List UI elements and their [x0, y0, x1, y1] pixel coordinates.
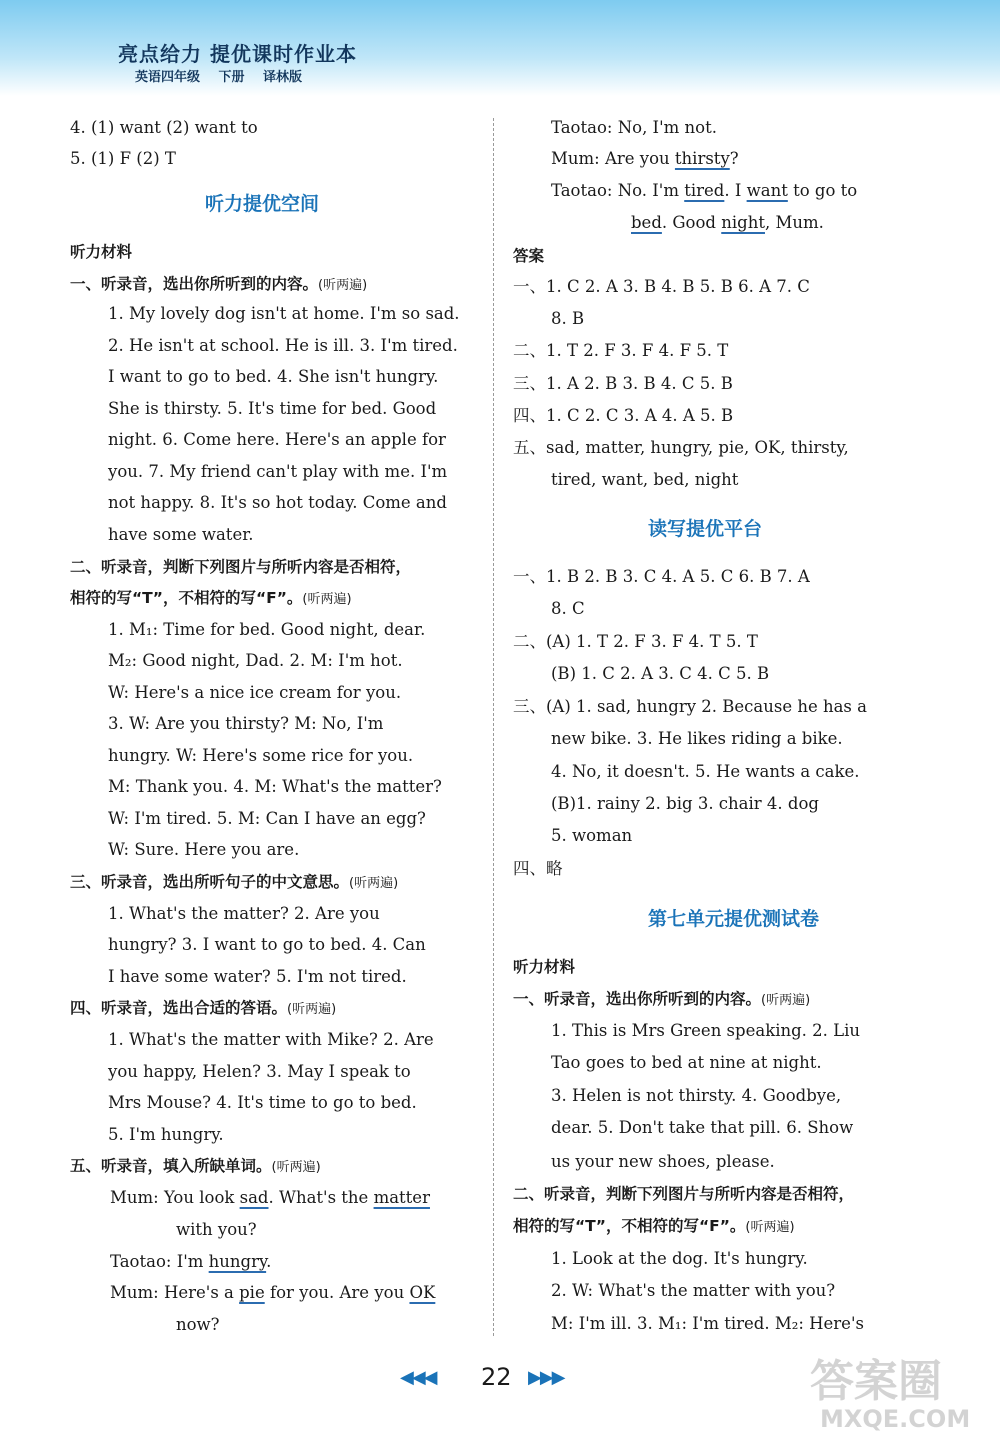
text-line: [108, 365, 438, 389]
line-text: W: Sure. Here you are.: [108, 840, 300, 859]
text-line: [108, 933, 426, 957]
text-line: [551, 147, 739, 171]
line-text: 三、(A) 1. sad, hungry 2. Because he has a: [513, 697, 867, 716]
line-text: 1. What's the matter with Mike? 2. Are: [108, 1030, 434, 1049]
line-text: you. 7. My friend can't play with me. I'm: [108, 462, 448, 481]
text-line: [108, 712, 383, 736]
line-text: , Mum.: [764, 213, 824, 232]
blank-answer: bed: [631, 213, 662, 232]
line-text: . Good: [661, 213, 722, 232]
line-text: Taotao: No. I'm: [551, 181, 685, 200]
header-subtitle: 英语四年级 下册 译林版: [135, 70, 303, 85]
line-text: you happy, Helen? 3. May I speak to: [108, 1062, 411, 1081]
text-line: [108, 681, 401, 705]
line-text: M: Thank you. 4. M: What's the matter?: [108, 777, 442, 796]
line-text: 1. This is Mrs Green speaking. 2. Liu: [551, 1021, 860, 1040]
line-text: Taotao: No, I'm not.: [551, 118, 717, 137]
text-line: [176, 1313, 220, 1337]
line-text: W: Here's a nice ice cream for you.: [108, 683, 402, 702]
page-header: [0, 0, 1000, 96]
question-heading: [513, 1182, 854, 1206]
text-line: [108, 902, 380, 926]
text-line: [110, 1186, 430, 1210]
line-text: 2. He isn't at school. He is ill. 3. I'm tired.: [108, 336, 458, 355]
text-line: [108, 965, 407, 989]
line-text: W: I'm tired. 5. M: Can I have an egg?: [108, 809, 426, 828]
line-text: 5. (1) F (2) T: [70, 149, 176, 168]
repeat-note: (听两遍): [287, 1002, 337, 1017]
line-text: 四、略: [513, 859, 563, 878]
line-text: 三、听录音，选出所听句子的中文意思。: [70, 873, 350, 891]
line-text: 1. Look at the dog. It's hungry.: [551, 1249, 808, 1268]
line-text: .: [266, 1252, 272, 1271]
line-text: 相符的写“T”，不相符的写“F”。: [70, 589, 303, 607]
line-text: tired, want, bed, night: [551, 470, 739, 489]
line-text: 8. B: [551, 309, 585, 328]
blank-answer: hungry: [208, 1252, 267, 1271]
line-text: 二、1. T 2. F 3. F 4. F 5. T: [513, 341, 729, 360]
line-text: 三、1. A 2. B 3. B 4. C 5. B: [513, 374, 733, 393]
question-heading: [70, 1154, 321, 1180]
line-text: M₂: Good night, Dad. 2. M: I'm hot.: [108, 651, 403, 670]
line-text: 4. No, it doesn't. 5. He wants a cake.: [551, 762, 860, 781]
line-text: 8. C: [551, 599, 585, 618]
text-line: [108, 838, 299, 862]
line-text: 1. M₁: Time for bed. Good night, dear.: [108, 620, 426, 639]
text-line: [551, 1247, 808, 1271]
text-line: [631, 211, 824, 235]
page-number: 22: [481, 1363, 512, 1391]
line-text: M: I'm ill. 3. M₁: I'm tired. M₂: Here's: [551, 1314, 864, 1333]
text-line: [108, 744, 413, 768]
text-line: [108, 491, 447, 515]
line-text: 二、听录音，判断下列图片与所听内容是否相符，: [70, 558, 412, 576]
line-text: have some water.: [108, 525, 254, 544]
repeat-note: (听两遍): [271, 1160, 321, 1175]
question-heading: [70, 272, 367, 298]
line-text: Taotao: I'm: [110, 1252, 209, 1271]
answer-line: [513, 339, 728, 363]
question-heading: [513, 1214, 795, 1240]
blank-answer: pie: [239, 1283, 265, 1302]
line-text: 答案: [513, 247, 545, 265]
blank-answer: OK: [409, 1283, 436, 1302]
text-line: [108, 618, 425, 642]
blank-answer: want: [746, 181, 788, 200]
question-heading: [70, 555, 411, 579]
text-line: [108, 775, 442, 799]
column-divider: [493, 118, 494, 1336]
answer-line: [513, 695, 867, 719]
text-line: [108, 1091, 417, 1115]
answer-line: [513, 372, 733, 396]
line-text: 二、(A) 1. T 2. F 3. F 4. T 5. T: [513, 632, 758, 651]
line-text: 四、1. C 2. C 3. A 4. A 5. B: [513, 406, 734, 425]
text-line: [551, 116, 717, 140]
text-line: [551, 1312, 864, 1336]
line-text: 五、sad, matter, hungry, pie, OK, thirsty,: [513, 438, 849, 457]
section-title: [205, 192, 319, 216]
answer-line: [70, 147, 176, 171]
answer-line: [513, 630, 758, 654]
repeat-note: (听两遍): [302, 592, 352, 607]
line-text: 一、1. B 2. B 3. C 4. A 5. C 6. B 7. A: [513, 567, 810, 586]
answer-line: [551, 468, 738, 492]
text-line: [551, 179, 857, 203]
text-line: [108, 1028, 434, 1052]
text-line: [551, 1150, 775, 1174]
repeat-note: (听两遍): [349, 876, 399, 891]
answer-line: [513, 275, 810, 299]
text-line: [108, 334, 458, 358]
answer-line: [513, 404, 733, 428]
line-text: 5. woman: [551, 826, 633, 845]
section-title: [648, 907, 819, 931]
blank-answer: tired: [684, 181, 725, 200]
answer-line: [551, 824, 632, 848]
line-text: 1. My lovely dog isn't at home. I'm so sad.: [108, 304, 460, 323]
line-text: new bike. 3. He likes riding a bike.: [551, 729, 843, 748]
line-text: night. 6. Come here. Here's an apple for: [108, 430, 446, 449]
text-line: [108, 460, 447, 484]
line-text: 读写提优平台: [648, 518, 763, 540]
question-heading: [70, 586, 352, 612]
text-line: [551, 1084, 841, 1108]
line-text: 2. W: What's the matter with you?: [551, 1281, 836, 1300]
answer-line: [551, 792, 819, 816]
answer-line: [551, 760, 860, 784]
page-footer: [400, 1363, 600, 1393]
line-text: I have some water? 5. I'm not tired.: [108, 967, 407, 986]
line-text: 听力提优空间: [205, 193, 320, 215]
text-line: [551, 1279, 835, 1303]
line-text: (B) 1. C 2. A 3. C 4. C 5. B: [551, 664, 770, 683]
question-heading: [513, 955, 575, 979]
watermark-logo: [800, 1345, 990, 1435]
answer-line: [551, 727, 843, 751]
line-text: She is thirsty. 5. It's time for bed. Good: [108, 399, 437, 418]
text-line: [110, 1250, 271, 1274]
text-line: [108, 523, 254, 547]
line-text: us your new shoes, please.: [551, 1152, 775, 1171]
line-text: 相符的写“T”，不相符的写“F”。: [513, 1217, 746, 1235]
text-line: [108, 807, 426, 831]
text-line: [108, 1060, 411, 1084]
line-text: ?: [729, 149, 739, 168]
repeat-note: (听两遍): [745, 1220, 795, 1235]
blank-answer: thirsty: [674, 149, 730, 168]
line-text: not happy. 8. It's so hot today. Come and: [108, 493, 447, 512]
answer-line: [513, 857, 563, 881]
line-text: 二、听录音，判断下列图片与所听内容是否相符，: [513, 1185, 855, 1203]
question-heading: [70, 240, 132, 264]
text-line: [108, 302, 460, 326]
line-text: Mum: You look: [110, 1188, 240, 1207]
line-text: hungry. W: Here's some rice for you.: [108, 746, 414, 765]
text-line: [551, 1116, 853, 1140]
line-text: (B)1. rainy 2. big 3. chair 4. dog: [551, 794, 819, 813]
answer-line: [513, 565, 810, 589]
text-line: [110, 1281, 435, 1305]
line-text: with you?: [176, 1220, 257, 1239]
prev-arrows-icon: ◀◀◀: [400, 1367, 436, 1388]
text-line: [551, 1019, 860, 1043]
blank-answer: matter: [373, 1188, 430, 1207]
line-text: now?: [176, 1315, 220, 1334]
line-text: 3. W: Are you thirsty? M: No, I'm: [108, 714, 384, 733]
line-text: . What's the: [268, 1188, 374, 1207]
repeat-note: (听两遍): [318, 278, 368, 293]
line-text: 一、1. C 2. A 3. B 4. B 5. B 6. A 7. C: [513, 277, 810, 296]
blank-answer: night: [721, 213, 765, 232]
line-text: Tao goes to bed at nine at night.: [551, 1053, 822, 1072]
answer-line: [551, 307, 584, 331]
line-text: 一、听录音，选出你所听到的内容。: [70, 275, 319, 293]
line-text: Mrs Mouse? 4. It's time to go to bed.: [108, 1093, 417, 1112]
line-text: . I: [724, 181, 747, 200]
line-text: 第七单元提优测试卷: [648, 908, 820, 930]
answer-line: [551, 662, 769, 686]
line-text: hungry? 3. I want to go to bed. 4. Can: [108, 935, 426, 954]
next-arrows-icon: ▶▶▶: [528, 1367, 564, 1388]
text-line: [108, 428, 446, 452]
text-line: [551, 1051, 822, 1075]
question-heading: [70, 996, 336, 1022]
question-heading: [513, 244, 544, 268]
text-line: [108, 649, 403, 673]
line-text: Mum: Here's a: [110, 1283, 240, 1302]
repeat-note: (听两遍): [761, 993, 811, 1008]
line-text: 一、听录音，选出你所听到的内容。: [513, 990, 762, 1008]
text-line: [108, 397, 436, 421]
section-title: [648, 517, 762, 541]
line-text: Mum: Are you: [551, 149, 675, 168]
line-text: 听力材料: [70, 243, 133, 261]
line-text: 1. What's the matter? 2. Are you: [108, 904, 380, 923]
line-text: 四、听录音，选出合适的答语。: [70, 999, 288, 1017]
header-title: 亮点给力 提优课时作业本: [118, 42, 357, 66]
line-text: 3. Helen is not thirsty. 4. Goodbye,: [551, 1086, 842, 1105]
answer-line: [513, 436, 849, 460]
line-text: 5. I'm hungry.: [108, 1125, 224, 1144]
question-heading: [513, 987, 810, 1013]
text-line: [176, 1218, 257, 1242]
text-line: [108, 1123, 224, 1147]
line-text: I want to go to bed. 4. She isn't hungry.: [108, 367, 439, 386]
answer-line: [70, 116, 258, 140]
blank-answer: sad: [239, 1188, 269, 1207]
line-text: 五、听录音，填入所缺单词。: [70, 1157, 272, 1175]
line-text: 听力材料: [513, 958, 576, 976]
line-text: to go to: [787, 181, 858, 200]
question-heading: [70, 870, 398, 896]
watermark-text: 答案圈: [810, 1356, 942, 1407]
answer-line: [551, 597, 585, 621]
line-text: for you. Are you: [264, 1283, 410, 1302]
line-text: 4. (1) want (2) want to: [70, 118, 258, 137]
watermark-url: MXQE.COM: [820, 1405, 971, 1433]
line-text: dear. 5. Don't take that pill. 6. Show: [551, 1118, 854, 1137]
